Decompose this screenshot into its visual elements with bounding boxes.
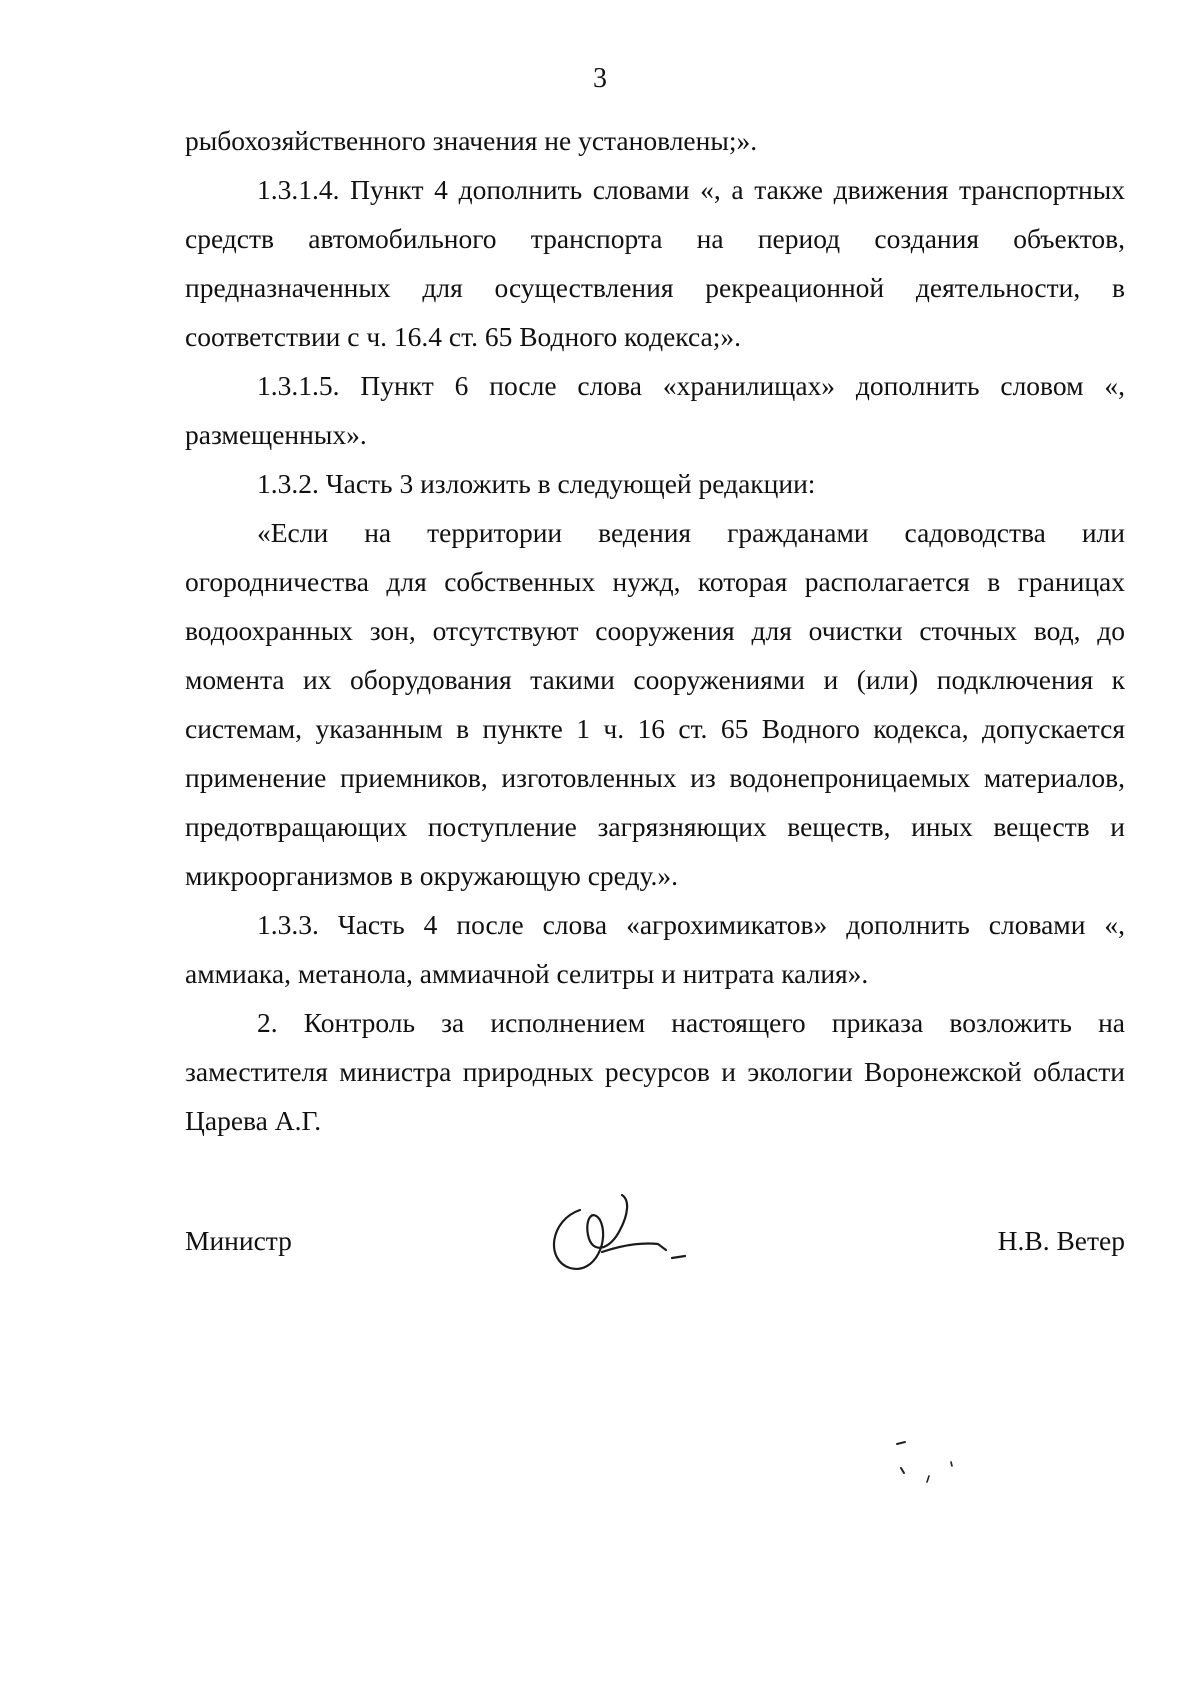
paragraph-1-3-1-4: 1.3.1.4. Пункт 4 дополнить словами «, а также движения транспортных средств автомобильного транспорта на период создания объектов, предназначенных для осуществления рекреационной деятельности, в соответствии с ч. 16.4 ст. 65 Водного кодекса;». [185,174,1125,352]
document-body [185,116,1125,1145]
signatory-name: Н.В. Ветер [997,1225,1125,1256]
signatory-title: Министр [185,1225,292,1256]
paragraph-1-3-3: 1.3.3. Часть 4 после слова «агрохимикатов» дополнить словами «, аммиака, метанола, аммиачной селитры и нитрата калия». [185,909,1125,989]
handwritten-signature [540,1180,710,1280]
paragraph-1-3-2: 1.3.2. Часть 3 изложить в следующей редакции: [257,468,816,499]
paragraph-continuation: рыбохозяйственного значения не установлены;». [185,125,758,156]
paragraph-2-control: 2. Контроль за исполнением настоящего приказа возложить на заместителя министра природных ресурсов и экологии Воронежской области Царева А.Г. [185,1007,1125,1136]
signature-block [185,1180,1125,1270]
paragraph-new-part-3: «Если на территории ведения гражданами садоводства или огородничества для собственных нужд, которая располагается в границах водоохранных зон, отсутствуют сооружения для очистки сточных вод, до момента их оборудования такими сооружениями и (или) подключения к системам, указанным в пункте 1 ч. 16 ст. 65 Водного кодекса, допускается применение приемников, изготовленных из водонепроницаемых материалов, предотвращающих поступление загрязняющих веществ, иных веществ и микроорганизмов в окружающую среду.». [185,517,1125,891]
paragraph-1-3-1-5: 1.3.1.5. Пункт 6 после слова «хранилищах» дополнить словом «, размещенных». [185,370,1125,450]
page-number: 3 [593,63,607,94]
scan-specks [895,1440,975,1500]
